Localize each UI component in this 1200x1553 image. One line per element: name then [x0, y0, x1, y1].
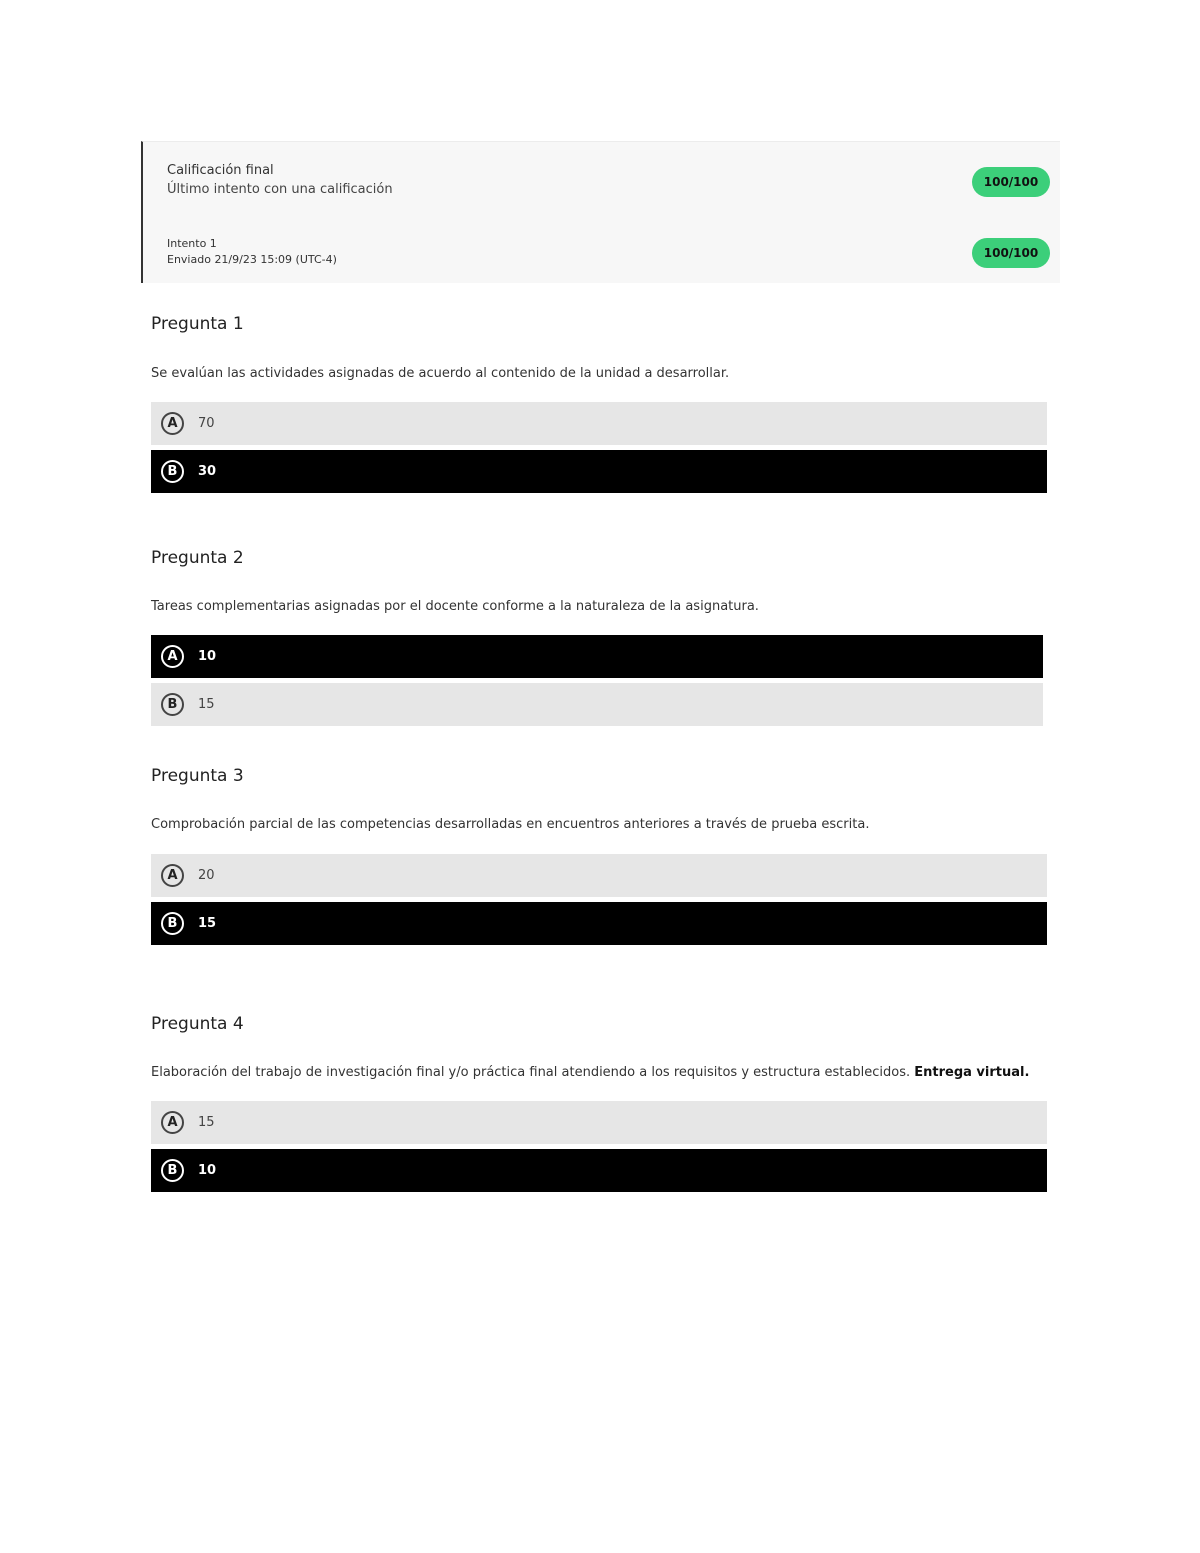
final-grade-subtitle: Último intento con una calificación: [167, 182, 393, 197]
option-b[interactable]: [151, 1149, 1047, 1192]
question-number: 3: [232, 766, 244, 786]
option-value: 20: [198, 868, 215, 883]
final-grade-title: Calificación final: [167, 163, 274, 178]
option-letter-circle: B: [161, 460, 184, 483]
question-text: Comprobación parcial de las competencias desarrolladas en encuentros anteriores a través de prueba escrita.: [151, 817, 870, 832]
option-letter-circle: A: [161, 645, 184, 668]
question-4: [151, 1009, 1048, 1178]
option-b[interactable]: [151, 450, 1047, 493]
attempt-sent-date: Enviado 21/9/23 15:09 (UTC-4): [167, 253, 337, 266]
option-a[interactable]: [151, 635, 1043, 678]
question-1: [151, 309, 1048, 479]
option-value: 10: [198, 649, 217, 664]
option-letter-circle: A: [161, 1111, 184, 1134]
option-value: 70: [198, 416, 215, 431]
grade-summary: [141, 141, 1060, 283]
attempt-score-badge: 100/100: [972, 238, 1050, 268]
option-b[interactable]: [151, 683, 1043, 726]
question-title: Pregunta 3: [151, 766, 244, 786]
option-letter-circle: A: [161, 864, 184, 887]
question-title: Pregunta 4: [151, 1014, 244, 1034]
option-a[interactable]: [151, 854, 1047, 897]
option-value: 15: [198, 916, 217, 931]
option-letter-circle: B: [161, 912, 184, 935]
question-2: [151, 543, 1048, 712]
option-a[interactable]: [151, 1101, 1047, 1144]
question-number: 2: [232, 548, 244, 568]
question-3: [151, 761, 1048, 931]
question-title: Pregunta 1: [151, 314, 244, 334]
option-letter-circle: B: [161, 1159, 184, 1182]
final-grade-row: [167, 162, 1050, 200]
question-text: Elaboración del trabajo de investigación final y/o práctica final atendiendo a los requisitos y estructura establecidos. Entrega virtual.: [151, 1065, 1030, 1080]
question-text: Tareas complementarias asignadas por el docente conforme a la naturaleza de la asignatura.: [151, 599, 759, 614]
question-title: Pregunta 2: [151, 548, 244, 568]
final-score-badge: 100/100: [972, 167, 1050, 197]
question-number: 1: [232, 314, 244, 334]
attempt-title: Intento 1: [167, 237, 217, 250]
option-value: 10: [198, 1163, 217, 1178]
option-value: 15: [198, 1115, 215, 1130]
question-text-emphasis: Entrega virtual.: [914, 1065, 1030, 1080]
option-value: 15: [198, 697, 215, 712]
option-letter-circle: A: [161, 412, 184, 435]
option-a[interactable]: [151, 402, 1047, 445]
attempt-row[interactable]: [167, 236, 1050, 268]
option-letter-circle: B: [161, 693, 184, 716]
question-number: 4: [232, 1014, 244, 1034]
question-text: Se evalúan las actividades asignadas de acuerdo al contenido de la unidad a desarrollar.: [151, 366, 730, 381]
option-b[interactable]: [151, 902, 1047, 945]
option-value: 30: [198, 464, 217, 479]
